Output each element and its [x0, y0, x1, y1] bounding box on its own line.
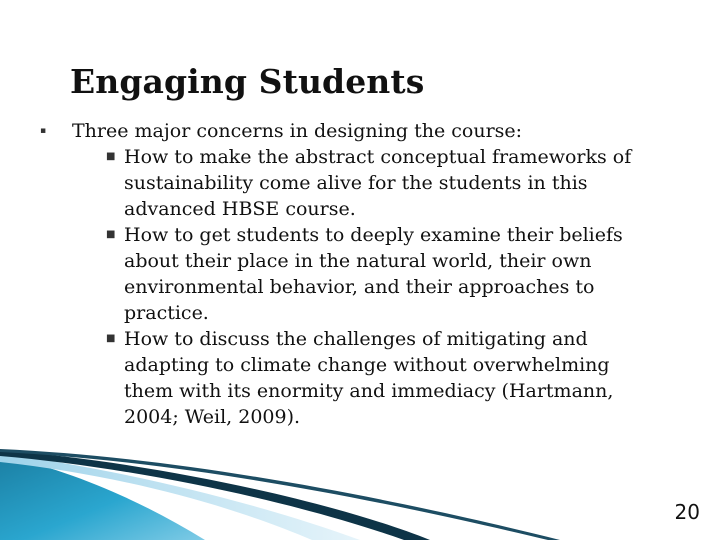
sub-bullet-line: practice.	[124, 302, 209, 324]
sub-bullet-line: adapting to climate change without overwhelming	[124, 354, 610, 376]
square-bullet-icon: ■	[106, 151, 116, 162]
sub-bullet-line: sustainability come alive for the students in this	[124, 172, 588, 194]
sub-bullet-line: them with its enormity and immediacy (Hartmann,	[124, 380, 614, 402]
sub-bullet-line: environmental behavior, and their approaches to	[124, 276, 595, 298]
slide-title: Engaging Students	[70, 62, 425, 101]
slide-body	[40, 118, 680, 430]
bullet-text: Three major concerns in designing the course:	[72, 120, 523, 142]
sub-bullet-line: How to get students to deeply examine their beliefs	[124, 224, 623, 246]
bullet-item	[40, 118, 680, 430]
sub-bullet-item	[72, 144, 692, 222]
square-bullet-icon: ■	[106, 333, 116, 344]
dark-swoosh	[0, 450, 430, 540]
sub-bullet-line: How to discuss the challenges of mitigating and	[124, 328, 588, 350]
sub-bullet-item	[72, 222, 692, 326]
sub-bullet-line: How to make the abstract conceptual frameworks of	[124, 146, 632, 168]
sub-bullet-line: 2004; Weil, 2009).	[124, 406, 301, 428]
thin-dark-line	[0, 449, 560, 540]
small-square-bullet-icon: ▪	[40, 126, 47, 136]
sub-bullet-line: about their place in the natural world, their own	[124, 250, 592, 272]
sub-bullet-list	[72, 144, 680, 430]
square-bullet-icon: ■	[106, 229, 116, 240]
teal-wedge	[0, 455, 205, 540]
sub-bullet-item	[72, 326, 692, 430]
light-blue-band	[0, 453, 360, 540]
sub-bullet-line: advanced HBSE course.	[124, 198, 356, 220]
page-number: 20	[674, 500, 700, 524]
